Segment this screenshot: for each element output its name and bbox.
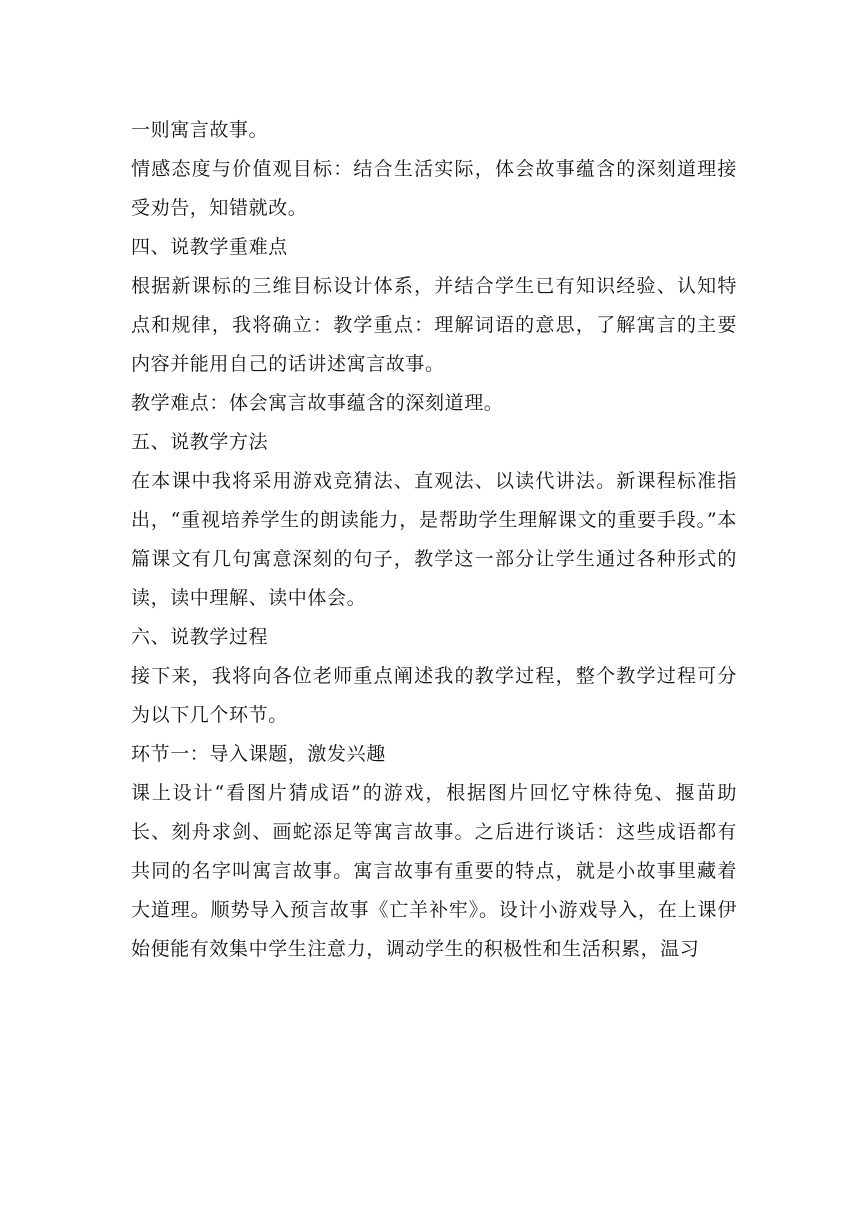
paragraph-key-points: 根据新课标的三维目标设计体系，并结合学生已有知识经验、认知特点和规律，我将确立：教学重点：理解词语的意思，了解寓言的主要内容并能用自己的话讲述寓言故事。 (131, 275, 737, 375)
heading-teaching-methods: 五、说教学方法 (131, 431, 269, 453)
heading-stage-one: 环节一：导入课题，激发兴趣 (131, 743, 386, 765)
document-body (131, 111, 737, 969)
heading-key-difficult-points: 四、说教学重难点 (131, 236, 288, 258)
paragraph-emotion-goal: 情感态度与价值观目标：结合生活实际，体会故事蕴含的深刻道理接受劝告，知错就改。 (131, 158, 737, 219)
heading-teaching-process: 六、说教学过程 (131, 626, 269, 648)
paragraph-intro-tail: 一则寓言故事。 (131, 119, 269, 141)
paragraph-teaching-methods: 在本课中我将采用游戏竞猜法、直观法、以读代讲法。新课程标准指出，“重视培养学生的朗读能力，是帮助学生理解课文的重要手段。”本篇课文有几句寓意深刻的句子，教学这一部分让学生通过各种形式的读，读中理解、读中体会。 (131, 470, 737, 609)
paragraph-process-overview: 接下来，我将向各位老师重点阐述我的教学过程，整个教学过程可分为以下几个环节。 (131, 665, 737, 726)
paragraph-stage-one: 课上设计“看图片猜成语”的游戏，根据图片回忆守株待兔、揠苗助长、刻舟求剑、画蛇添足等寓言故事。之后进行谈话：这些成语都有共同的名字叫寓言故事。寓言故事有重要的特点，就是小故事里藏着大道理。顺势导入预言故事《亡羊补牢》。设计小游戏导入，在上课伊始便能有效集中学生注意力，调动学生的积极性和生活积累，温习 (131, 782, 737, 960)
paragraph-difficult-points: 教学难点：体会寓言故事蕴含的深刻道理。 (131, 392, 504, 414)
